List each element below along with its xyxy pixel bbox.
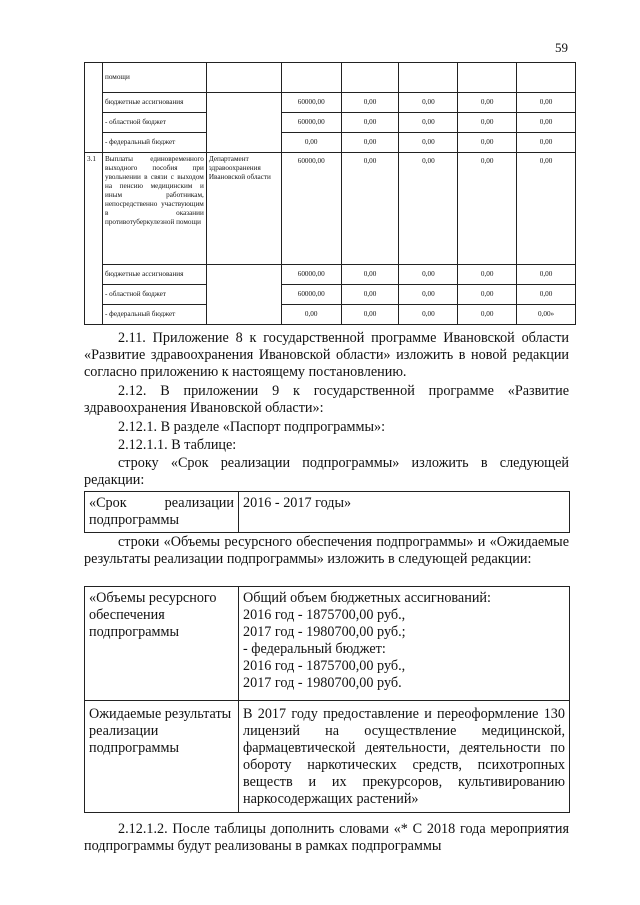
paragraph-row-term: строку «Срок реализации подпрограммы» изложить в следующей редакции: xyxy=(84,455,569,488)
value-cell: 0,00 xyxy=(517,265,576,285)
value-cell: 0,00 xyxy=(399,153,458,265)
volume-line: 2016 год - 1875700,00 руб., xyxy=(243,607,406,623)
row-name-cell: бюджетные ассигнования xyxy=(102,93,206,113)
value-cell: 0,00» xyxy=(517,305,576,325)
value-cell: 60000,00 xyxy=(281,93,341,113)
value-cell: 0,00 xyxy=(399,285,458,305)
value-cell: 0,00 xyxy=(458,265,517,285)
value-cell: 0,00 xyxy=(399,93,458,113)
table-row xyxy=(85,93,576,113)
term-table xyxy=(84,491,570,533)
row-name-cell: - федеральный бюджет xyxy=(102,305,206,325)
page-number: 59 xyxy=(555,40,568,55)
paragraph-2-12-1: 2.12.1. В разделе «Паспорт подпрограммы»: xyxy=(118,419,386,435)
value-cell: 0,00 xyxy=(458,133,517,153)
paragraph-2-12-1-2: 2.12.1.2. После таблицы дополнить словами «* С 2018 года мероприятия подпрограммы будут реализованы в рамках подпрограммы xyxy=(84,821,569,854)
value-cell xyxy=(517,63,576,93)
table-row xyxy=(85,265,576,285)
row-name-cell: - областной бюджет xyxy=(102,113,206,133)
table-row xyxy=(85,133,576,153)
value-cell: 0,00 xyxy=(517,153,576,265)
paragraph-2-12: 2.12. В приложении 9 к государственной программе «Развитие здравоохранения Ивановской области»: xyxy=(84,383,569,416)
executor-cell xyxy=(206,63,281,93)
paragraph-2-11: 2.11. Приложение 8 к государственной программе Ивановской области «Развитие здравоохранения Ивановской области» изложить в новой редакции согласно приложению к настоящему постановлению. xyxy=(84,330,569,380)
term-label-cell: «Срок реализации подпрограммы xyxy=(85,492,239,533)
value-cell: 0,00 xyxy=(341,265,399,285)
executor-cell xyxy=(206,93,281,153)
value-cell xyxy=(399,63,458,93)
value-cell: 0,00 xyxy=(517,113,576,133)
table-row xyxy=(85,63,576,93)
value-cell: 0,00 xyxy=(341,153,399,265)
value-cell: 0,00 xyxy=(399,113,458,133)
value-cell: 0,00 xyxy=(517,285,576,305)
value-cell: 0,00 xyxy=(458,305,517,325)
executor-cell xyxy=(206,265,281,325)
value-cell xyxy=(341,63,399,93)
volume-line: - федеральный бюджет: xyxy=(243,641,386,657)
row-number-cell: 3.1 xyxy=(85,153,103,325)
value-cell xyxy=(458,63,517,93)
row-name-cell: бюджетные ассигнования xyxy=(102,265,206,285)
table-row xyxy=(85,285,576,305)
table-row xyxy=(85,113,576,133)
value-cell: 60000,00 xyxy=(281,113,341,133)
paragraph-rows-volume: строки «Объемы ресурсного обеспечения подпрограммы» и «Ожидаемые результаты реализации подпрограммы» изложить в следующей редакции: xyxy=(84,534,569,567)
volume-line: Общий объем бюджетных ассигнований: xyxy=(243,590,491,606)
term-value-cell: 2016 - 2017 годы» xyxy=(239,492,570,533)
results-value-cell: В 2017 году предоставление и переоформление 130 лицензий на осуществление медицинской, фармацевтической деятельности, деятельности по обороту наркотических средств, психотропных веществ и их прекурсоров, культивированию наркосодержащих растений» xyxy=(239,701,570,813)
budget-table xyxy=(84,62,576,325)
value-cell: 0,00 xyxy=(399,305,458,325)
value-cell: 0,00 xyxy=(458,113,517,133)
volume-label-cell: «Объемы ресурсного обеспечения подпрограммы xyxy=(85,587,239,701)
value-cell: 0,00 xyxy=(341,285,399,305)
row-name-cell: - областной бюджет xyxy=(102,285,206,305)
value-cell: 0,00 xyxy=(341,133,399,153)
value-cell: 60000,00 xyxy=(281,265,341,285)
value-cell: 0,00 xyxy=(458,93,517,113)
volume-line: 2017 год - 1980700,00 руб. xyxy=(243,675,402,691)
table-row xyxy=(85,153,576,265)
volume-line: 2016 год - 1875700,00 руб., xyxy=(243,658,406,674)
paragraph-2-12-1-1: 2.12.1.1. В таблице: xyxy=(118,437,237,453)
value-cell: 0,00 xyxy=(517,133,576,153)
value-cell: 0,00 xyxy=(399,265,458,285)
row-number-cell xyxy=(85,63,103,153)
table-row xyxy=(85,305,576,325)
value-cell: 0,00 xyxy=(281,133,341,153)
value-cell: 0,00 xyxy=(281,305,341,325)
value-cell: 60000,00 xyxy=(281,153,341,265)
value-cell: 0,00 xyxy=(399,133,458,153)
value-cell: 60000,00 xyxy=(281,285,341,305)
value-cell xyxy=(281,63,341,93)
value-cell: 0,00 xyxy=(458,153,517,265)
value-cell: 0,00 xyxy=(517,93,576,113)
volume-line: 2017 год - 1980700,00 руб.; xyxy=(243,624,406,640)
value-cell: 0,00 xyxy=(458,285,517,305)
executor-cell: Департамент здравоохранения Ивановской области xyxy=(206,153,281,265)
row-name-cell: Выплаты единовременного выходного пособия при увольнении в связи с выходом на пенсию медицинским и иным работникам, непосредственно участвующим в оказании противотуберкулезной помощи xyxy=(102,153,206,265)
value-cell: 0,00 xyxy=(341,305,399,325)
volume-table xyxy=(84,586,570,813)
results-label-cell: Ожидаемые результаты реализации подпрограммы xyxy=(85,701,239,813)
row-name-cell: помощи xyxy=(102,63,206,93)
volume-value-cell xyxy=(239,587,570,701)
row-name-cell: - федеральный бюджет xyxy=(102,133,206,153)
value-cell: 0,00 xyxy=(341,93,399,113)
value-cell: 0,00 xyxy=(341,113,399,133)
